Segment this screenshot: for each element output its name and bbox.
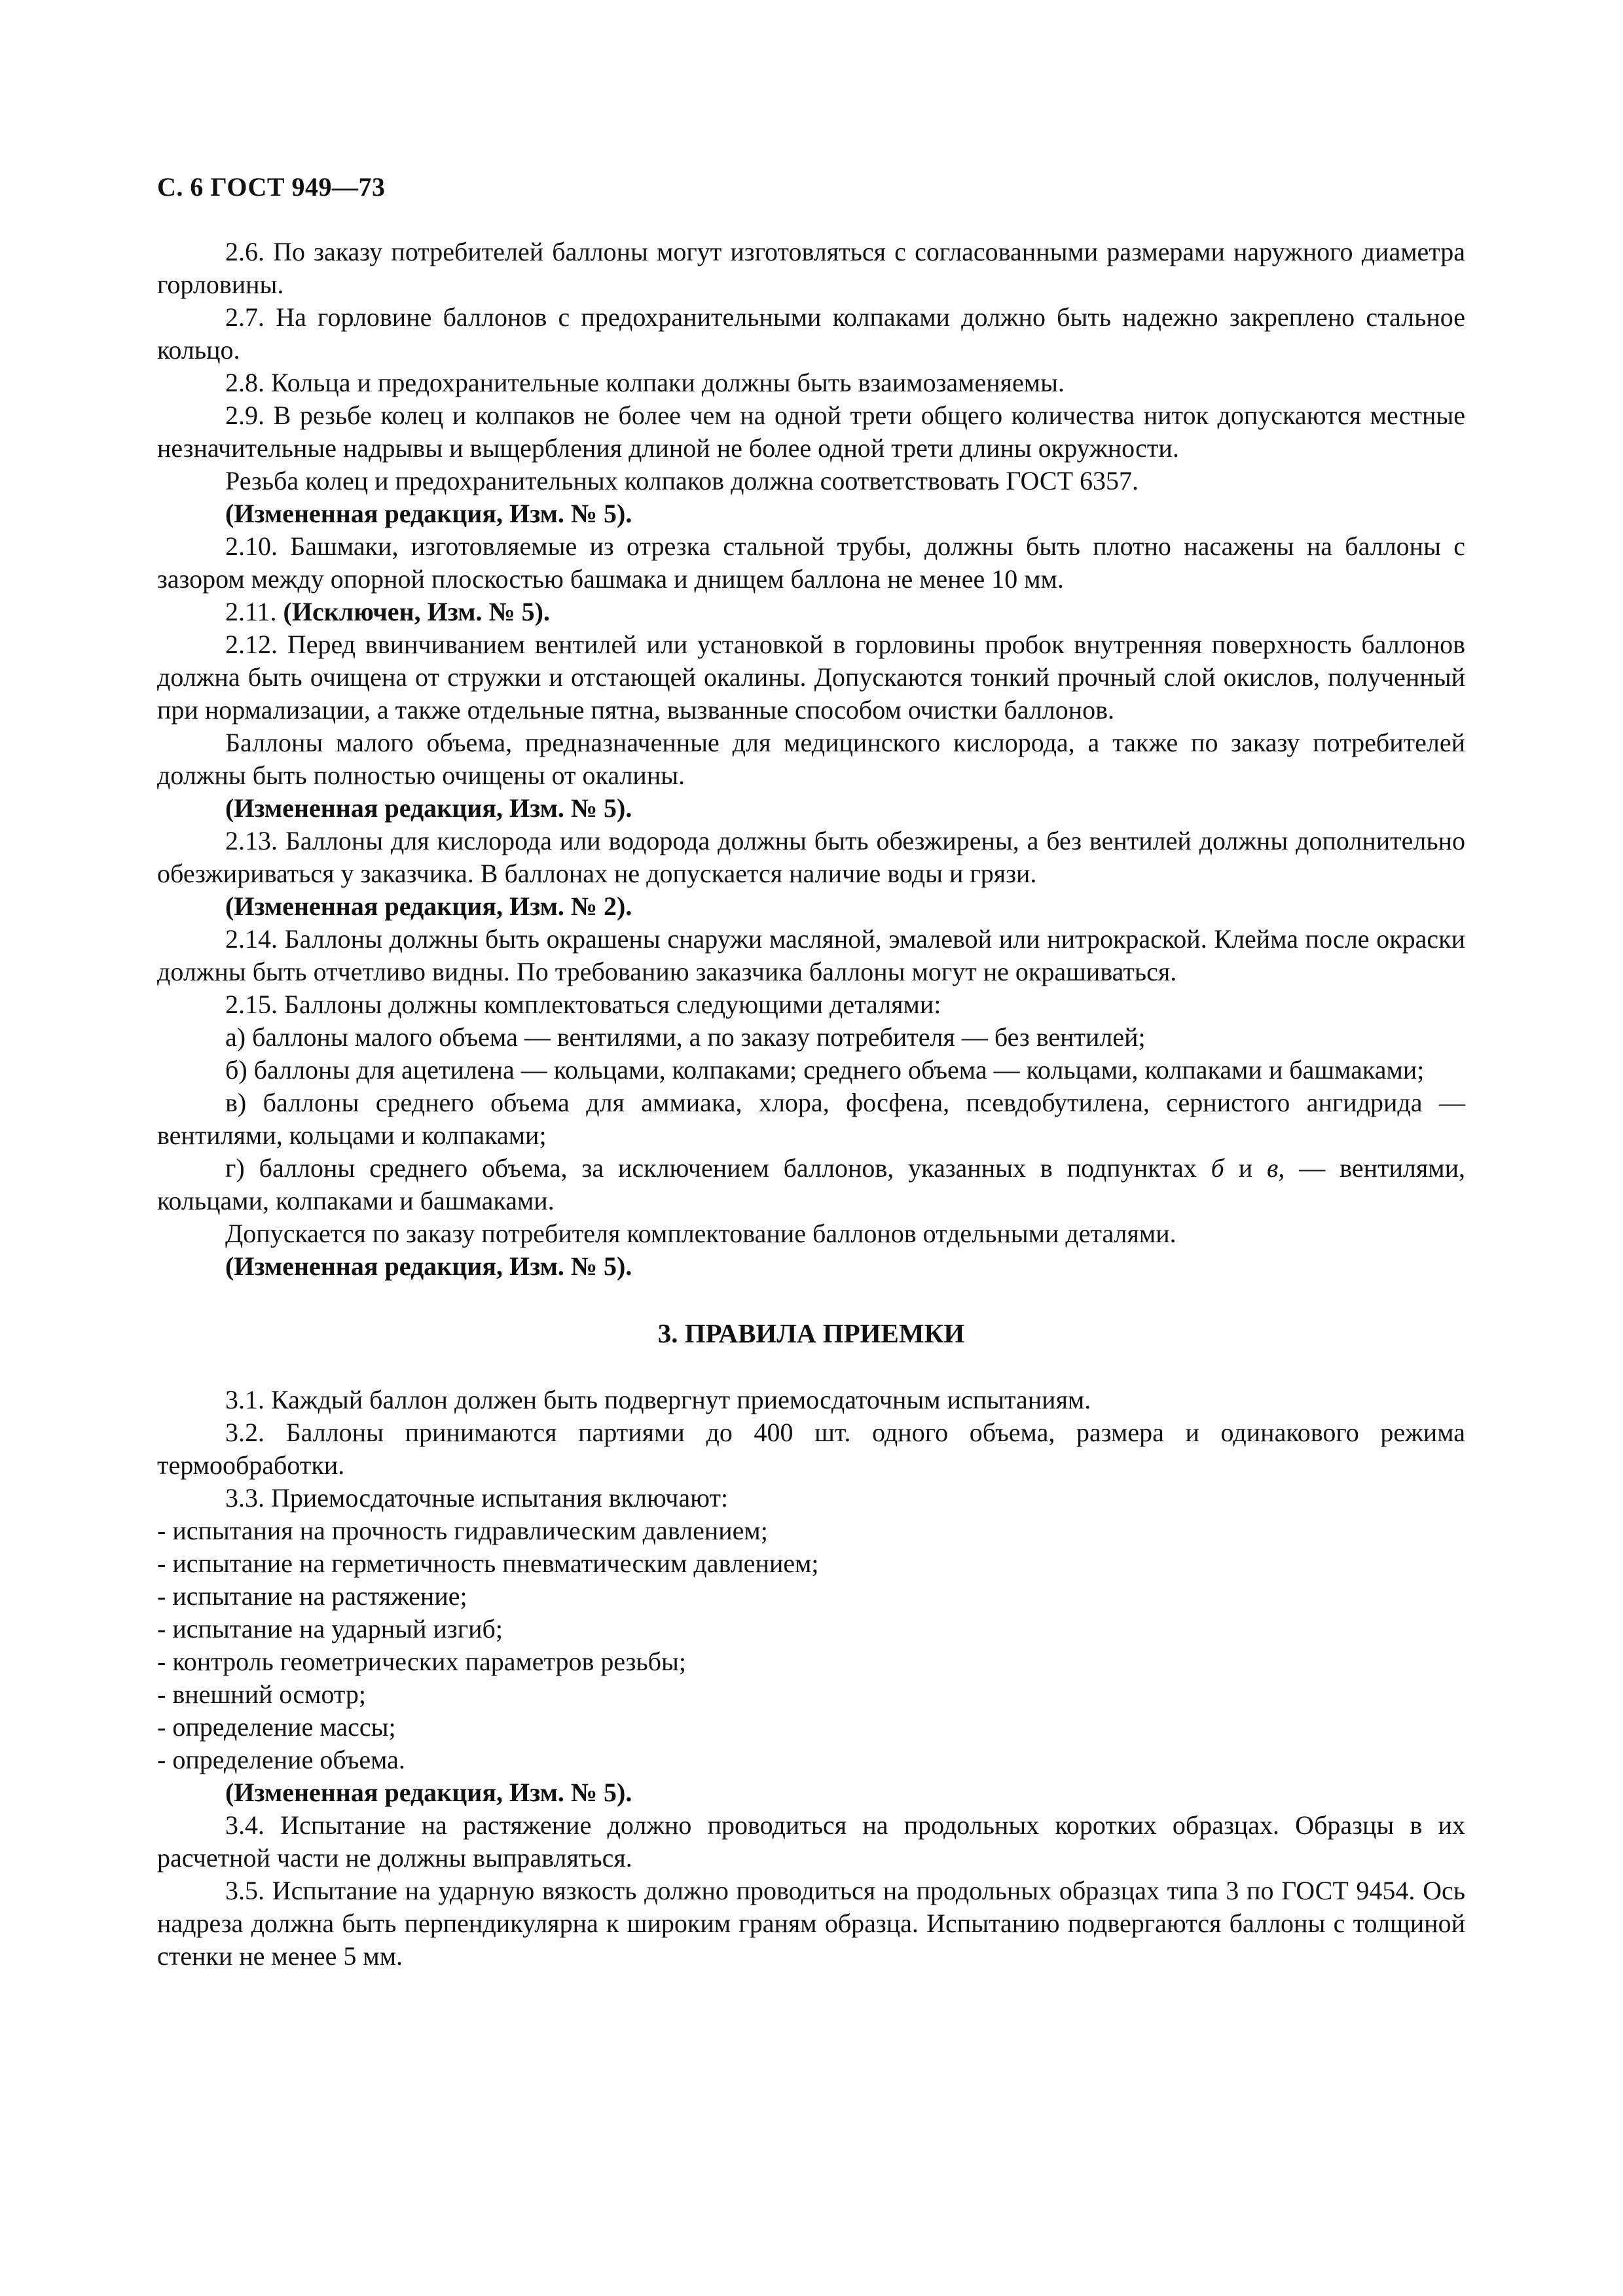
paragraph-2-11-excluded: (Исключен, Изм. № 5). [283,597,550,626]
list-item: - определение объема. [157,1745,405,1774]
paragraph-2-9-thread: Резьба колец и предохранительных колпаков должна соответствовать ГОСТ 6357. [225,466,1139,495]
paragraph-2-15-g-end: , — вентилями, кольцами, колпаками и башмаками. [157,1153,1465,1215]
list-item: - внешний осмотр; [157,1679,367,1709]
page-header: С. 6 ГОСТ 949—73 [157,172,386,202]
paragraph-2-15-a: а) баллоны малого объема — вентилями, а по заказу потребителя — без вентилей; [225,1022,1146,1052]
paragraph-2-15-v: в) баллоны среднего объема для аммиака, хлора, фосфена, псевдобутилена, сернистого ангидрида — вентилями, кольцами и колпаками; [157,1088,1465,1150]
paragraph-3-5: 3.5. Испытание на ударную вязкость должно проводиться на продольных образцах типа 3 по ГОСТ 9454. Ось надреза должна быть перпендикулярна к широким граням образца. Испытанию подвергаются баллоны с толщиной стенки не менее 5 мм. [157,1876,1465,1971]
amendment-note: (Измененная редакция, Изм. № 5). [225,1778,632,1807]
paragraph-2-15-b: б) баллоны для ацетилена — кольцами, колпаками; среднего объема — кольцами, колпаками и башмаками; [225,1055,1425,1085]
document-body [157,236,1465,1973]
paragraph-2-14: 2.14. Баллоны должны быть окрашены снаружи масляной, эмалевой или нитрокраской. Клейма после окраски должны быть отчетливо видны. По требованию заказчика баллоны могут не окрашиваться. [157,924,1465,986]
section-title: 3. ПРАВИЛА ПРИЕМКИ [657,1318,965,1348]
paragraph-2-15-g [157,1152,1465,1217]
list-item: - испытание на герметичность пневматическим давлением; [157,1549,819,1578]
paragraph-2-11-number: 2.11. [225,597,283,626]
paragraph-2-15: 2.15. Баллоны должны комплектоваться следующими деталями: [225,990,941,1019]
paragraph-2-6: 2.6. По заказу потребителей баллоны могут изготовляться с согласованными размерами наружного диаметра горловины. [157,237,1465,299]
paragraph-2-7: 2.7. На горловине баллонов с предохранительными колпаками должно быть надежно закреплено стальное кольцо. [157,302,1465,365]
paragraph-2-8: 2.8. Кольца и предохранительные колпаки должны быть взаимозаменяемы. [225,368,1065,397]
paragraph-2-12: 2.12. Перед ввинчиванием вентилей или установкой в горловины пробок внутренняя поверхность баллонов должна быть очищена от стружки и отстающей окалины. Допускаются тонкий прочный слой окислов, полученный при нормализации, а также отдельные пятна, вызванные способом очистки баллонов. [157,630,1465,725]
paragraph-3-3: 3.3. Приемосдаточные испытания включают: [225,1483,729,1513]
paragraph-2-12-medical: Баллоны малого объема, предназначенные для медицинского кислорода, а также по заказу потребителей должны быть полностью очищены от окалины. [157,728,1465,790]
paragraph-2-10: 2.10. Башмаки, изготовляемые из отрезка стальной трубы, должны быть плотно насажены на баллоны с зазором между опорной плоскостью башмака и днищем баллона не менее 10 мм. [157,531,1465,594]
amendment-note: (Измененная редакция, Изм. № 5). [225,499,632,528]
paragraph-3-1: 3.1. Каждый баллон должен быть подвергнут приемосдаточным испытаниям. [225,1385,1091,1414]
subitem-ref-b: б [1211,1153,1224,1183]
paragraph-3-4: 3.4. Испытание на растяжение должно проводиться на продольных коротких образцах. Образцы в их расчетной части не должны выправляться. [157,1810,1465,1873]
paragraph-2-15-g-and: и [1224,1153,1267,1183]
list-item: - контроль геометрических параметров резьбы; [157,1647,687,1676]
amendment-note: (Измененная редакция, Изм. № 2). [225,891,632,921]
list-item: - испытания на прочность гидравлическим давлением; [157,1516,768,1545]
amendment-note: (Измененная редакция, Изм. № 5). [225,1251,632,1281]
list-item: - испытание на ударный изгиб; [157,1614,503,1643]
paragraph-3-2: 3.2. Баллоны принимаются партиями до 400 шт. одного объема, размера и одинакового режима термообработки. [157,1418,1465,1480]
paragraph-2-11 [157,596,1465,628]
paragraph-2-9: 2.9. В резьбе колец и колпаков не более чем на одной трети общего количества ниток допускаются местные незначительные надрывы и выщербления длиной не более одной трети длины окружности. [157,401,1465,463]
amendment-note: (Измененная редакция, Изм. № 5). [225,793,632,823]
subitem-ref-v: в [1267,1153,1279,1183]
paragraph-2-13: 2.13. Баллоны для кислорода или водорода должны быть обезжирены, а без вентилей должны дополнительно обезжириваться у заказчика. В баллонах не допускается наличие воды и грязи. [157,826,1465,888]
list-item: - испытание на растяжение; [157,1581,467,1611]
paragraph-2-15-g-start: г) баллоны среднего объема, за исключением баллонов, указанных в подпунктах [225,1153,1211,1183]
paragraph-2-15-separate: Допускается по заказу потребителя комплектование баллонов отдельными деталями. [225,1219,1176,1248]
list-item: - определение массы; [157,1712,396,1742]
